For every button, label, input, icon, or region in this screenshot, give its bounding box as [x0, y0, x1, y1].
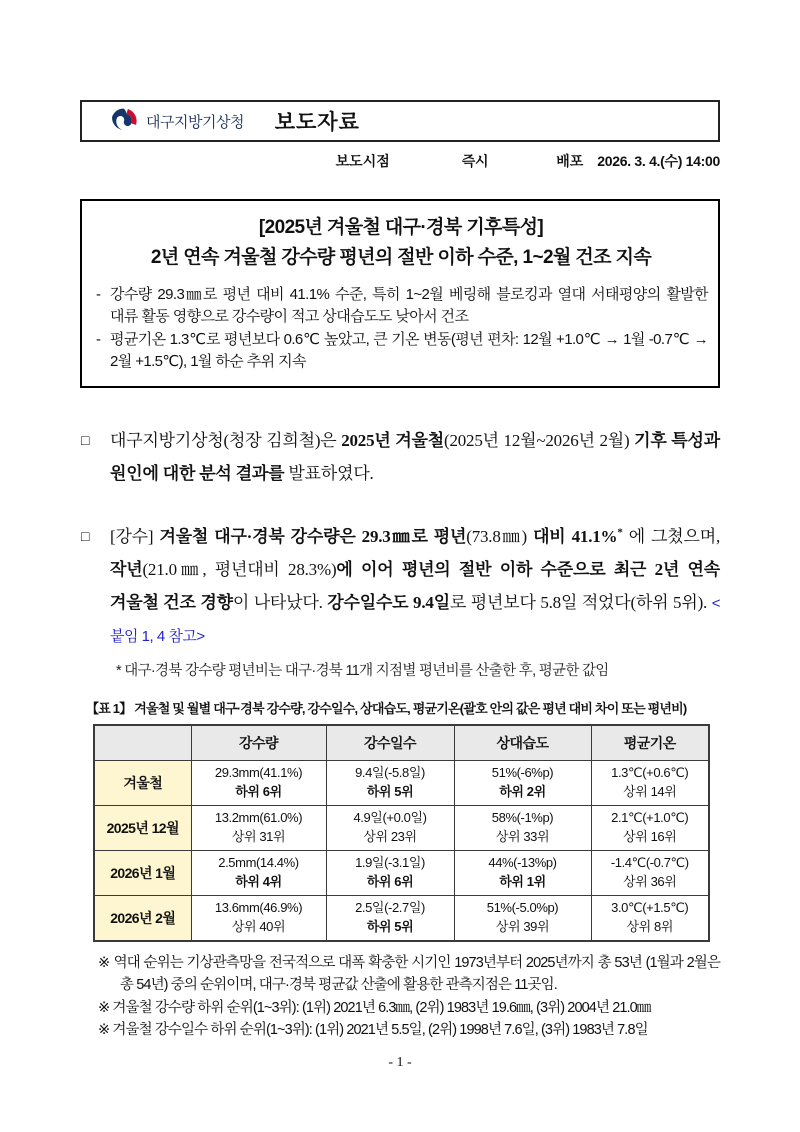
text-run: 기후 특성과 원인에 대한 분석 결과를: [110, 430, 720, 483]
cell-rank: 하위 6위: [366, 873, 414, 889]
row-label: 2025년 12월: [94, 805, 191, 850]
press-time-value: 즉시: [461, 153, 489, 169]
release-datetime: 2026. 3. 4.(수) 14:00: [597, 153, 720, 169]
table-cell: [191, 850, 326, 895]
text-run: 겨울철 대구·경북 강수량은 29.3㎜로 평년: [159, 527, 467, 547]
cell-value: 1.3℃(+0.6℃): [611, 764, 689, 780]
table-row: [94, 895, 709, 941]
table-cell: [454, 760, 591, 805]
cell-rank: 하위 5위: [366, 783, 414, 799]
reference-notes: [98, 952, 720, 1042]
cell-rank: 하위 1위: [499, 873, 546, 889]
text-run: 발표하였다.: [284, 463, 374, 483]
cell-value: 2.5mm(14.4%): [218, 854, 299, 870]
text-run: [강수]: [110, 527, 160, 547]
text-run: 대구지방기상청(청장 김희철)은: [110, 430, 342, 450]
text-run: 로 평년보다 5.8일 적었다(하위 5위).: [449, 593, 712, 613]
attachment-reference-link[interactable]: <붙임 1, 4 참고>: [110, 595, 720, 646]
table-header-row: [94, 725, 709, 761]
cell-value: 4.9일(+0.0일): [353, 809, 427, 825]
text-run: 2025년 겨울철: [341, 430, 444, 450]
text-run: 강수일수도 9.4일: [327, 593, 450, 613]
table-caption: 【표 1】 겨울철 및 월별 대구·경북 강수량, 강수일수, 상대습도, 평균기온(괄호 안의 값은 평년 대비 차이 또는 평년비): [86, 700, 687, 716]
column-header-precip: 강수량: [191, 725, 326, 761]
cell-value: 51%(-5.0%p): [486, 899, 559, 915]
column-header-humidity: 상대습도: [454, 725, 591, 761]
document-header: [80, 100, 720, 142]
table-cell: [326, 895, 454, 941]
cell-value: 51%(-6%p): [491, 764, 554, 780]
table-corner-cell: [94, 725, 191, 761]
table-cell: [326, 850, 454, 895]
body-paragraph-announcement: [80, 424, 720, 490]
press-time-label: 보도시점: [335, 153, 390, 169]
cell-value: -1.4℃(-0.7℃): [610, 854, 689, 870]
asterisk-footnote: * 대구·경북 강수량 평년비는 대구·경북 11개 지점별 평년비를 산출한 후, 평균한 값임: [116, 662, 609, 679]
document-type-title: 보도자료: [274, 111, 360, 134]
footnote-asterisk: *: [617, 526, 623, 539]
table-row: [94, 850, 709, 895]
cell-value: 58%(-1%p): [491, 809, 554, 825]
row-label: 2026년 2월: [94, 895, 191, 941]
cell-rank: 상위 33위: [495, 828, 550, 844]
agency-name: 대구지방기상청: [146, 113, 244, 131]
table-cell: [191, 805, 326, 850]
table-cell: [454, 895, 591, 941]
release-label: 배포: [556, 153, 584, 169]
cell-rank: 상위 40위: [231, 918, 286, 934]
headline-box: [80, 199, 720, 388]
text-run: 대비 41.1%: [526, 527, 618, 547]
headline-line-2: 2년 연속 겨울철 강수량 평년의 절반 이하 수준, 1~2월 건조 지속: [150, 247, 652, 269]
column-header-temp: 평균기온: [591, 725, 709, 761]
headline-bullet: - 강수량 29.3㎜로 평년 대비 41.1% 수준, 특히 1~2월 베링해 블로킹과 열대 서태평양의 활발한 대류 활동 영향으로 강수량이 적고 상대습도도 낮아서 건조: [94, 284, 708, 329]
table-cell: [591, 760, 709, 805]
cell-rank: 상위 39위: [495, 918, 550, 934]
cell-value: 9.4일(-5.8일): [355, 764, 425, 780]
headline-bullet: - 평균기온 1.3℃로 평년보다 0.6℃ 높았고, 큰 기온 변동(평년 편차: 12월 +1.0℃ → 1월 -0.7℃ → 2월 +1.5℃), 1월 하순 추위 지속: [94, 329, 708, 374]
press-info-row: [80, 151, 720, 171]
text-run: 작년: [110, 560, 143, 580]
cell-rank: 상위 31위: [231, 828, 286, 844]
cell-value: 1.9일(-3.1일): [355, 854, 425, 870]
cell-value: 29.3mm(41.1%): [214, 764, 303, 780]
text-run: 에 그쳤으며,: [622, 527, 721, 547]
cell-value: 44%(-13%p): [488, 854, 557, 870]
table-cell: [326, 760, 454, 805]
cell-value: 13.6mm(46.9%): [214, 899, 303, 915]
body-paragraph-precipitation: [80, 520, 720, 653]
note-precip-rank: ※ 겨울철 강수량 하위 순위(1~3위): (1위) 2021년 6.3㎜, (2위) 1983년 19.6㎜, (3위) 2004년 21.0㎜: [98, 999, 651, 1016]
table-cell: [191, 895, 326, 941]
table-cell: [191, 760, 326, 805]
table-cell: [454, 805, 591, 850]
note-ranking-basis: ※ 역대 순위는 기상관측망을 전국적으로 대폭 확충한 시기인 1973년부터 2025년까지 총 53년 (1월과 2월은 총 54년) 중의 순위이며, 대구·경북 평균값 산출에 활용한 관측지점은 11곳임.: [98, 954, 720, 994]
table-cell: [591, 850, 709, 895]
cell-rank: 상위 23위: [363, 828, 417, 844]
cell-rank: 하위 5위: [366, 918, 414, 934]
column-header-precip-days: 강수일수: [326, 725, 454, 761]
agency-branding: [82, 107, 244, 135]
cell-rank: 하위 4위: [235, 873, 282, 889]
table-cell: [326, 805, 454, 850]
row-label: 겨울철: [94, 760, 191, 805]
cell-value: 2.5일(-2.7일): [355, 899, 425, 915]
table-cell: [454, 850, 591, 895]
text-run: (73.8㎜): [466, 527, 527, 547]
taegeuk-logo-icon: [110, 107, 138, 135]
table-cell: [591, 895, 709, 941]
headline-line-1: [2025년 겨울철 대구·경북 기후특성]: [258, 217, 544, 238]
table-row: [94, 805, 709, 850]
text-run: 이 나타났다.: [232, 593, 328, 613]
text-run: (2025년 12월~2026년 2월): [443, 430, 635, 450]
cell-rank: 상위 36위: [623, 873, 677, 889]
text-run: (21.0㎜, 평년대비 28.3%): [142, 560, 337, 580]
cell-rank: 상위 8위: [626, 918, 674, 934]
text-run: 에 이어 평년의 절반 이하 수준으로 최근 2년 연속 겨울철 건조 경향: [110, 560, 721, 613]
headline-bullets: [94, 284, 708, 374]
cell-value: 13.2mm(61.0%): [214, 809, 303, 825]
cell-rank: 상위 14위: [623, 783, 677, 799]
climate-stats-table: [93, 724, 710, 942]
cell-rank: 상위 16위: [623, 828, 677, 844]
note-precip-days-rank: ※ 겨울철 강수일수 하위 순위(1~3위): (1위) 2021년 5.5일, (2위) 1998년 7.6일, (3위) 1983년 7.8일: [98, 1022, 648, 1039]
cell-value: 3.0℃(+1.5℃): [611, 899, 689, 915]
cell-rank: 하위 2위: [499, 783, 546, 799]
cell-rank: 하위 6위: [235, 783, 282, 799]
table-cell: [591, 805, 709, 850]
page-number: - 1 -: [388, 1055, 412, 1070]
row-label: 2026년 1월: [94, 850, 191, 895]
cell-value: 2.1℃(+1.0℃): [611, 809, 689, 825]
table-row: [94, 760, 709, 805]
